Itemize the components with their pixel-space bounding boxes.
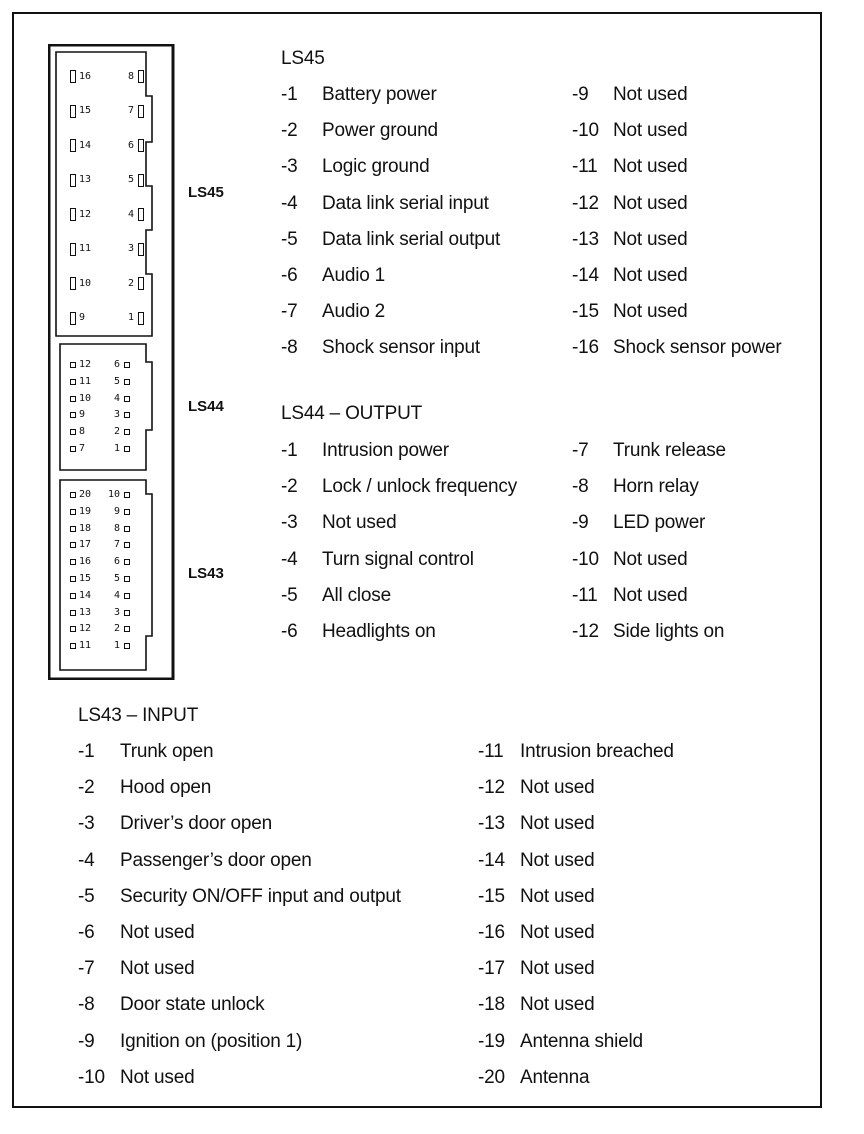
pin-number-label: 14 — [79, 139, 92, 151]
pin-row — [478, 886, 594, 910]
pin-number-label: 9 — [79, 312, 86, 323]
pin-number-label: 4 — [114, 589, 121, 601]
pin-number: -8 — [281, 337, 298, 359]
pin-number: -7 — [572, 440, 589, 461]
pin-function: Horn relay — [613, 476, 699, 498]
pin-number: -16 — [478, 922, 505, 943]
pin-contact — [138, 105, 144, 118]
ls45-connector-label: LS45 — [188, 184, 224, 201]
pin-contact — [70, 526, 76, 532]
pin-function: Not used — [613, 584, 688, 606]
connector-diagram — [48, 44, 178, 680]
pin-number-label: 11 — [79, 640, 92, 652]
pin-number: -14 — [572, 265, 599, 286]
pin-number-label: 9 — [79, 409, 86, 421]
pin-function: Not used — [613, 301, 688, 323]
pin-contact — [124, 643, 130, 649]
pin-number-label: 13 — [79, 174, 92, 185]
pin-row — [478, 850, 594, 874]
pin-number: -5 — [78, 885, 95, 907]
pin-contact — [124, 492, 130, 498]
pin-contact — [70, 243, 76, 256]
pin-function: Not used — [613, 192, 688, 214]
pin-number: -9 — [572, 512, 589, 534]
pin-number-label: 19 — [79, 505, 92, 517]
pin-number: -2 — [281, 120, 298, 142]
pin-number: -3 — [281, 156, 298, 178]
pin-contact — [70, 559, 76, 565]
pin-number: -2 — [281, 476, 298, 498]
pin-number: -17 — [478, 958, 505, 980]
pin-number: -18 — [478, 994, 505, 1016]
pin-function: Not used — [613, 228, 688, 250]
pin-number-label: 2 — [114, 623, 121, 635]
pin-row — [281, 337, 480, 361]
pin-number: -6 — [78, 922, 95, 943]
pin-number-label: 10 — [79, 392, 92, 404]
pin-function: Not used — [613, 84, 688, 105]
pin-contact — [70, 70, 76, 83]
pin-number-label: 11 — [79, 375, 92, 387]
pin-number-label: 8 — [114, 522, 121, 534]
pin-number: -1 — [78, 741, 95, 762]
pin-number-label: 6 — [128, 139, 135, 151]
pin-row — [281, 84, 437, 108]
pin-function: Trunk release — [613, 440, 726, 461]
pin-row — [281, 585, 391, 609]
pin-row — [281, 265, 385, 289]
pin-number-label: 20 — [79, 489, 92, 500]
pin-function: Headlights on — [322, 621, 436, 642]
pin-function: Not used — [520, 849, 595, 871]
pin-contact — [138, 70, 144, 83]
pin-contact — [70, 412, 76, 418]
pin-number-label: 9 — [114, 505, 121, 517]
pin-row — [572, 84, 687, 108]
pin-function: Side lights on — [613, 621, 725, 642]
pin-contact — [70, 174, 76, 187]
pin-number-label: 11 — [79, 243, 92, 254]
pin-number-label: 8 — [128, 70, 135, 82]
pin-row — [78, 958, 194, 982]
pin-row — [478, 994, 594, 1018]
pin-number-label: 5 — [114, 375, 121, 387]
pin-contact — [70, 396, 76, 402]
pin-row — [572, 265, 687, 289]
pin-function: Lock / unlock frequency — [322, 476, 518, 498]
pin-row — [78, 1067, 194, 1091]
pin-function: Not used — [520, 777, 595, 799]
pin-row — [572, 229, 687, 253]
pin-number: -5 — [281, 228, 298, 250]
pin-contact — [70, 139, 76, 152]
pin-function: Passenger’s door open — [120, 849, 312, 871]
pin-function: Data link serial output — [322, 228, 501, 250]
pin-function: Not used — [120, 958, 195, 980]
pin-number-label: 8 — [79, 426, 86, 438]
pin-number: -1 — [281, 440, 298, 461]
pin-row — [572, 156, 687, 180]
pin-function: Intrusion power — [322, 440, 449, 461]
pin-row — [572, 549, 687, 573]
pin-number-label: 15 — [79, 105, 92, 116]
pin-function: Not used — [613, 156, 688, 178]
pin-row — [572, 512, 705, 536]
pin-number-label: 6 — [114, 556, 121, 568]
pin-number: -16 — [572, 337, 599, 359]
pin-contact — [124, 509, 130, 515]
pin-function: Not used — [613, 548, 688, 570]
pin-number-label: 3 — [114, 606, 121, 618]
pin-row — [281, 476, 517, 500]
pin-row — [78, 994, 264, 1018]
pin-function: Not used — [520, 885, 595, 907]
pin-contact — [70, 576, 76, 582]
pin-function: Audio 2 — [322, 301, 386, 323]
pin-row — [78, 741, 213, 765]
pin-contact — [70, 105, 76, 118]
pin-contact — [70, 208, 76, 221]
pin-row — [572, 476, 699, 500]
pin-number-label: 15 — [79, 573, 92, 584]
pin-contact — [138, 277, 144, 290]
pin-contact — [124, 379, 130, 385]
pin-number: -12 — [572, 192, 599, 214]
pin-row — [572, 585, 687, 609]
pin-row — [281, 229, 500, 253]
pin-number: -3 — [78, 813, 95, 835]
pin-number: -15 — [572, 301, 599, 323]
pin-number-label: 7 — [128, 105, 135, 116]
pin-contact — [138, 312, 144, 325]
pin-number-label: 10 — [108, 489, 121, 500]
pin-row — [478, 813, 594, 837]
pin-number: -7 — [281, 301, 298, 323]
pin-number-label: 1 — [114, 443, 121, 454]
pin-function: Trunk open — [120, 741, 214, 762]
pin-number: -10 — [572, 120, 599, 142]
pin-number: -8 — [78, 994, 95, 1016]
pin-number-label: 16 — [79, 70, 92, 82]
pin-row — [572, 120, 687, 144]
pin-row — [281, 193, 489, 217]
pin-number: -13 — [478, 813, 505, 835]
pin-number-label: 16 — [79, 556, 92, 568]
pin-function: Not used — [520, 958, 595, 980]
pin-function: Antenna shield — [520, 1030, 643, 1052]
pin-row — [281, 156, 429, 180]
pin-contact — [70, 542, 76, 548]
pin-function: Hood open — [120, 777, 212, 799]
pin-function: Battery power — [322, 84, 437, 105]
pin-contact — [124, 412, 130, 418]
pin-number: -9 — [78, 1030, 95, 1052]
pin-number: -2 — [78, 777, 95, 799]
pin-number-label: 7 — [114, 539, 121, 551]
pin-function: Not used — [520, 994, 595, 1016]
pin-contact — [138, 174, 144, 187]
pin-number: -6 — [281, 621, 298, 642]
pin-number-label: 6 — [114, 359, 121, 370]
pin-contact — [70, 446, 76, 452]
pin-row — [478, 1031, 643, 1055]
pin-function: Power ground — [322, 120, 438, 142]
pin-number: -7 — [78, 958, 95, 980]
pin-number-label: 17 — [79, 539, 92, 551]
pin-number-label: 2 — [114, 426, 121, 438]
pin-number-label: 18 — [79, 522, 92, 534]
pin-number-label: 1 — [128, 312, 135, 323]
pin-contact — [138, 243, 144, 256]
pin-number: -14 — [478, 849, 505, 871]
pin-function: Audio 1 — [322, 265, 386, 286]
pin-function: Not used — [120, 1066, 195, 1088]
pin-row — [281, 301, 385, 325]
pin-contact — [70, 277, 76, 290]
pin-number-label: 3 — [114, 409, 121, 421]
pin-row — [572, 193, 687, 217]
pin-contact — [70, 492, 76, 498]
ls45-title: LS45 — [281, 48, 325, 69]
pin-function: Shock sensor input — [322, 337, 480, 359]
pin-contact — [124, 559, 130, 565]
pin-function: Not used — [322, 512, 397, 534]
pin-row — [78, 813, 272, 837]
pin-number: -8 — [572, 476, 589, 498]
pin-number: -4 — [281, 192, 298, 214]
pin-function: Door state unlock — [120, 994, 265, 1016]
pin-row — [281, 621, 436, 645]
pin-row — [78, 886, 401, 910]
pin-contact — [70, 610, 76, 616]
pin-number-label: 5 — [128, 174, 135, 185]
pin-number: -4 — [78, 849, 95, 871]
pin-contact — [70, 593, 76, 599]
pin-contact — [124, 362, 130, 368]
pin-row — [78, 922, 194, 946]
pin-number: -4 — [281, 548, 298, 570]
pin-number-label: 5 — [114, 573, 121, 584]
pin-contact — [124, 626, 130, 632]
pin-function: Not used — [613, 120, 688, 142]
pin-number: -11 — [572, 156, 598, 178]
pin-number-label: 10 — [79, 277, 92, 289]
pin-row — [281, 440, 449, 464]
pin-number-label: 3 — [128, 243, 135, 254]
pin-number: -10 — [572, 548, 599, 570]
pin-contact — [138, 139, 144, 152]
ls44-connector-label: LS44 — [188, 398, 224, 415]
pin-function: Shock sensor power — [613, 337, 782, 359]
pin-number: -11 — [572, 584, 598, 606]
pin-row — [572, 621, 724, 645]
pin-row — [281, 512, 396, 536]
pin-number-label: 12 — [79, 623, 92, 635]
pin-row — [478, 922, 594, 946]
pin-number: -5 — [281, 584, 298, 606]
pin-number: -12 — [478, 777, 505, 799]
pin-function: Driver’s door open — [120, 813, 272, 835]
pin-function: LED power — [613, 512, 706, 534]
pin-number: -13 — [572, 228, 599, 250]
pin-function: Turn signal control — [322, 548, 474, 570]
pin-contact — [124, 526, 130, 532]
pin-number-label: 4 — [114, 392, 121, 404]
pin-function: Ignition on (position 1) — [120, 1030, 303, 1052]
pin-function: Security ON/OFF input and output — [120, 885, 401, 907]
pin-number: -15 — [478, 885, 505, 907]
pin-number: -9 — [572, 84, 589, 105]
pin-function: Not used — [120, 922, 195, 943]
pin-contact — [124, 610, 130, 616]
pin-function: Antenna — [520, 1066, 590, 1088]
pin-function: Not used — [520, 922, 595, 943]
pin-row — [78, 777, 211, 801]
pin-contact — [138, 208, 144, 221]
pin-contact — [124, 396, 130, 402]
pin-row — [572, 301, 687, 325]
pin-contact — [124, 576, 130, 582]
pin-number-label: 7 — [79, 443, 86, 454]
pin-number-label: 12 — [79, 359, 92, 370]
ls43-title: LS43 – INPUT — [78, 705, 199, 726]
pin-row — [572, 440, 726, 464]
pin-number: -10 — [78, 1066, 105, 1088]
pin-number-label: 1 — [114, 640, 121, 652]
pin-number-label: 4 — [128, 208, 135, 220]
pin-number-label: 12 — [79, 208, 92, 220]
pin-contact — [124, 446, 130, 452]
pin-row — [478, 958, 594, 982]
pin-row — [478, 777, 594, 801]
pin-contact — [70, 312, 76, 325]
pin-contact — [70, 362, 76, 368]
pin-contact — [70, 379, 76, 385]
pin-contact — [124, 593, 130, 599]
pin-row — [572, 337, 782, 361]
pin-number: -1 — [281, 84, 298, 105]
pin-number: -6 — [281, 265, 298, 286]
pin-function: Intrusion breached — [520, 741, 674, 762]
pin-contact — [124, 429, 130, 435]
pin-row — [281, 120, 438, 144]
pin-function: Not used — [613, 265, 688, 286]
pin-contact — [70, 509, 76, 515]
pin-number-label: 13 — [79, 606, 92, 618]
pin-number: -3 — [281, 512, 298, 534]
pin-number: -19 — [478, 1030, 505, 1052]
pin-function: All close — [322, 584, 391, 606]
pin-number: -12 — [572, 621, 599, 642]
pin-function: Logic ground — [322, 156, 430, 178]
pin-function: Not used — [520, 813, 595, 835]
pin-contact — [70, 643, 76, 649]
pin-function: Data link serial input — [322, 192, 489, 214]
pin-number: -20 — [478, 1066, 505, 1088]
connector-outline — [48, 44, 178, 680]
pin-contact — [70, 626, 76, 632]
pin-row — [478, 1067, 589, 1091]
pin-row — [78, 1031, 302, 1055]
ls43-connector-label: LS43 — [188, 565, 224, 582]
pin-number: -11 — [478, 741, 504, 762]
pin-contact — [70, 429, 76, 435]
pin-number-label: 2 — [128, 277, 135, 289]
pin-row — [78, 850, 312, 874]
pin-row — [478, 741, 674, 765]
pin-row — [281, 549, 474, 573]
pin-contact — [124, 542, 130, 548]
pin-number-label: 14 — [79, 589, 92, 601]
ls44-title: LS44 – OUTPUT — [281, 403, 423, 424]
